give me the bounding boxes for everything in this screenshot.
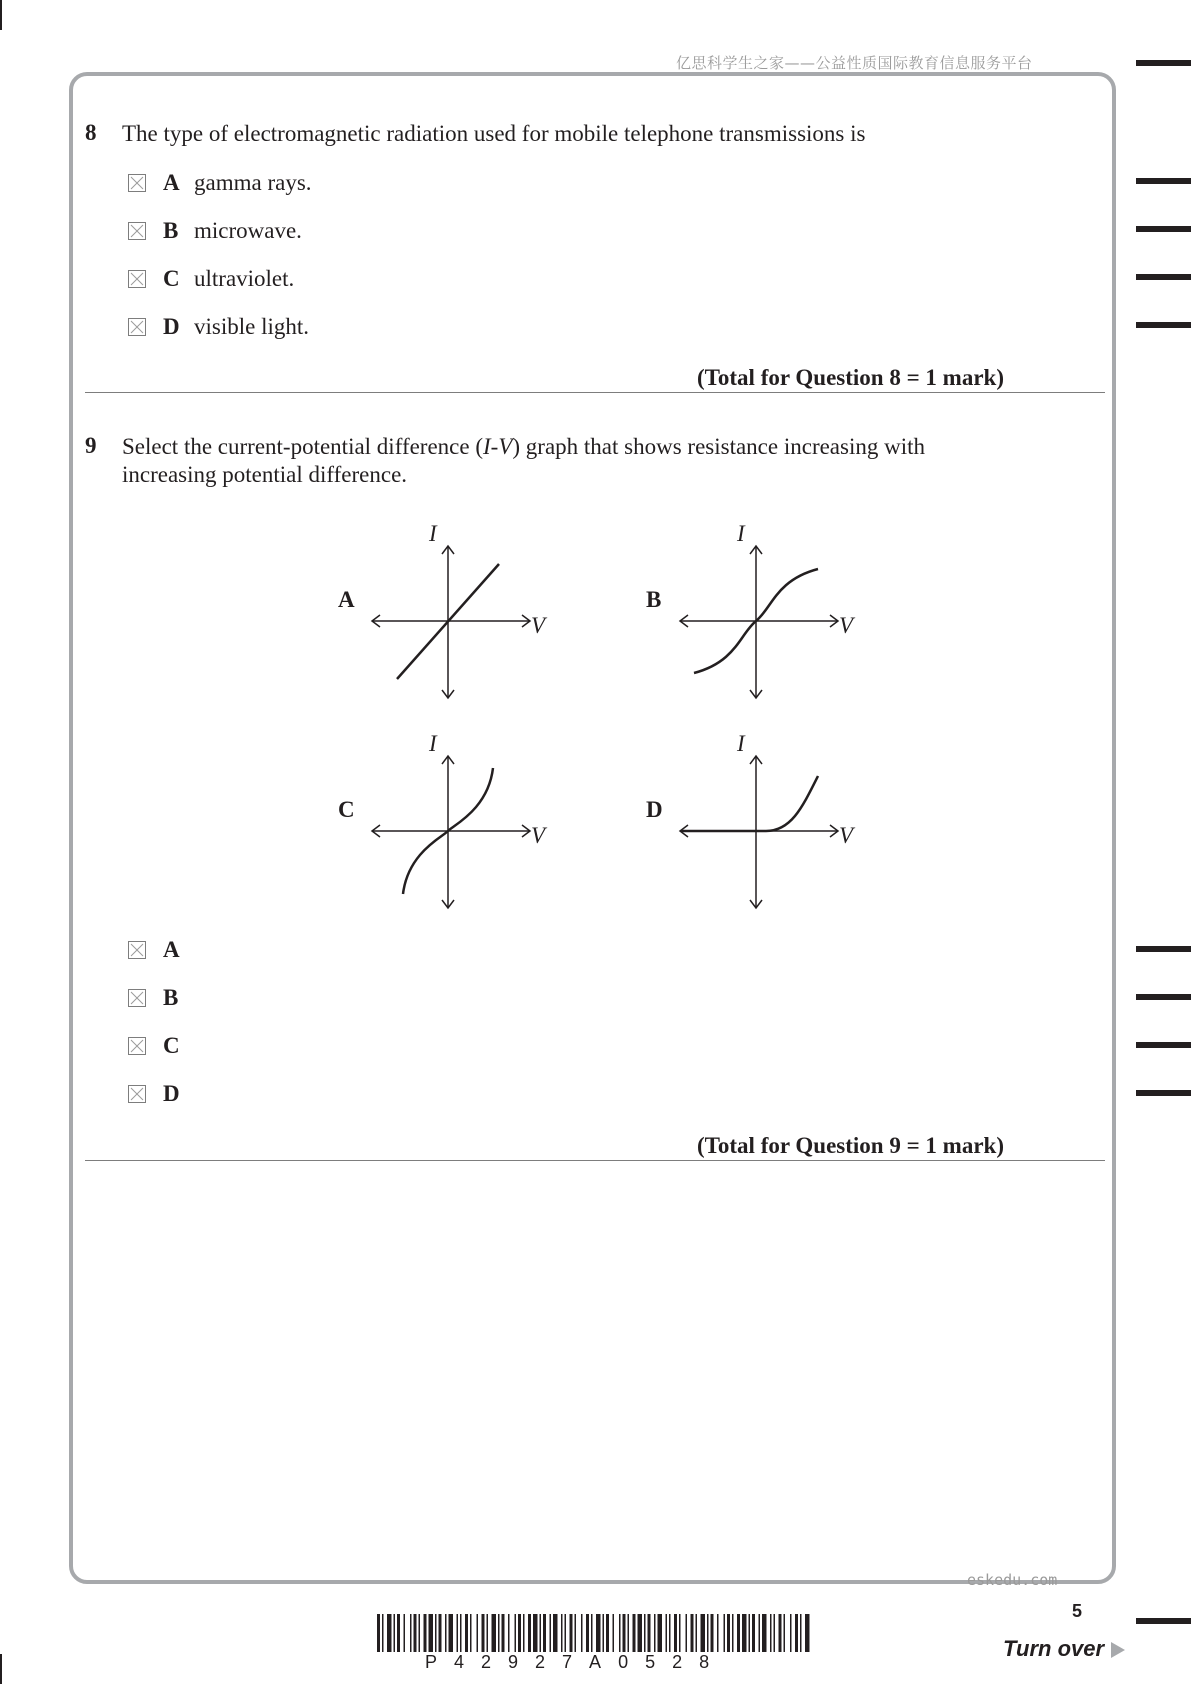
graph-d-label: D xyxy=(646,797,663,822)
barcode-bar xyxy=(606,1614,609,1652)
barcode-bar xyxy=(654,1614,656,1652)
option-letter: A xyxy=(163,937,180,962)
barcode-bar xyxy=(387,1614,392,1652)
barcode-bar xyxy=(561,1614,563,1652)
arrow-right-icon xyxy=(1110,1641,1126,1659)
barcode-bar xyxy=(515,1614,517,1652)
checkbox-icon[interactable] xyxy=(128,174,146,192)
option-letter: A xyxy=(163,170,180,195)
barcode-bar xyxy=(762,1614,767,1652)
barcode-bar xyxy=(742,1614,747,1652)
barcode-bar xyxy=(470,1614,472,1652)
q9-option-b[interactable] xyxy=(128,986,194,1010)
graph-d xyxy=(676,752,842,912)
barcode-bar xyxy=(749,1614,751,1652)
graph-b-y-label: I xyxy=(737,521,745,546)
q9-option-a[interactable] xyxy=(128,938,194,962)
barcode-bar xyxy=(638,1614,643,1652)
barcode-bar xyxy=(382,1614,384,1652)
edge-mark xyxy=(1136,60,1191,66)
graph-c-y-label: I xyxy=(429,731,437,756)
barcode-bar xyxy=(613,1614,615,1652)
barcode-bar xyxy=(779,1614,782,1652)
barcode-bar xyxy=(679,1614,681,1652)
q8-option-d[interactable] xyxy=(128,315,309,339)
question-9-text: Select the current-potential difference (I-V) graph that shows resistance increasing with increasing potential difference. xyxy=(122,434,925,487)
barcode-bar xyxy=(429,1614,434,1652)
barcode-bar xyxy=(404,1614,406,1652)
edge-mark xyxy=(1136,1618,1191,1624)
barcode-bar xyxy=(805,1614,810,1652)
edge-mark xyxy=(1136,994,1191,1000)
barcode-bar xyxy=(492,1614,497,1652)
turn-over-label: Turn over xyxy=(1003,1636,1105,1661)
barcode-bar xyxy=(800,1614,802,1652)
question-8-total: (Total for Question 8 = 1 mark) xyxy=(697,365,1004,390)
q8-option-b[interactable] xyxy=(128,219,302,243)
barcode-bar xyxy=(759,1614,761,1652)
option-text: microwave. xyxy=(194,218,302,243)
barcode-bar xyxy=(727,1614,730,1652)
checkbox-icon[interactable] xyxy=(128,318,146,336)
header-watermark: 亿思科学生之家——公益性质国际教育信息服务平台 xyxy=(676,54,1033,72)
q9-option-d[interactable] xyxy=(128,1082,194,1106)
barcode-bar xyxy=(711,1614,714,1652)
barcode-bar xyxy=(732,1614,734,1652)
barcode-bar xyxy=(658,1614,663,1652)
barcode-bar xyxy=(508,1614,510,1652)
barcode-bar xyxy=(414,1614,417,1652)
option-text: gamma rays. xyxy=(194,170,312,195)
barcode-bar xyxy=(591,1614,593,1652)
q8-option-a[interactable] xyxy=(128,171,312,195)
barcode-bar xyxy=(460,1614,462,1652)
graph-a-label: A xyxy=(338,587,355,612)
barcode-bar xyxy=(394,1614,396,1652)
divider xyxy=(85,392,1105,393)
crop-mark xyxy=(0,0,2,30)
edge-mark xyxy=(1136,178,1191,184)
q9-option-c[interactable] xyxy=(128,1034,194,1058)
barcode-bar xyxy=(686,1614,688,1652)
barcode-bar xyxy=(770,1614,772,1652)
barcode-bar xyxy=(553,1614,558,1652)
barcode-bar xyxy=(795,1614,798,1652)
barcode-bar xyxy=(575,1614,577,1652)
graph-c-x-label: V xyxy=(531,823,546,848)
option-letter: D xyxy=(163,1081,180,1106)
barcode-bar xyxy=(737,1614,740,1652)
barcode-bar xyxy=(457,1614,459,1652)
barcode-bar xyxy=(669,1614,671,1652)
barcode-bar xyxy=(533,1614,538,1652)
barcode-bar xyxy=(724,1614,726,1652)
checkbox-icon[interactable] xyxy=(128,1085,146,1103)
checkbox-icon[interactable] xyxy=(128,222,146,240)
graph-b-label: B xyxy=(646,587,662,612)
barcode-bar xyxy=(596,1614,601,1652)
barcode xyxy=(377,1614,811,1652)
barcode-bar xyxy=(674,1614,677,1652)
barcode-bar xyxy=(397,1614,400,1652)
checkbox-icon[interactable] xyxy=(128,941,146,959)
footer-watermark: eskedu.com xyxy=(967,1571,1058,1589)
option-letter: C xyxy=(163,1033,180,1058)
barcode-bar xyxy=(502,1614,505,1652)
barcode-bar xyxy=(570,1614,573,1652)
barcode-bar xyxy=(498,1614,500,1652)
barcode-bar xyxy=(445,1614,447,1652)
barcode-bar xyxy=(465,1614,468,1652)
graph-d-curve xyxy=(682,776,818,831)
option-letter: C xyxy=(163,266,180,291)
option-text: ultraviolet. xyxy=(194,266,295,291)
barcode-bar xyxy=(540,1614,542,1652)
edge-mark xyxy=(1136,1042,1191,1048)
graph-d-y-label: I xyxy=(737,731,745,756)
barcode-bar xyxy=(487,1614,489,1652)
barcode-bar xyxy=(581,1614,583,1652)
barcode-bar xyxy=(377,1614,380,1652)
divider xyxy=(85,1160,1105,1161)
edge-mark xyxy=(1136,946,1191,952)
barcode-bar xyxy=(603,1614,605,1652)
page-number: 5 xyxy=(1072,1601,1083,1621)
barcode-bar xyxy=(424,1614,427,1652)
page-frame xyxy=(69,72,1116,1584)
barcode-digits: P42927A0528 xyxy=(425,1652,727,1672)
barcode-bar xyxy=(648,1614,651,1652)
barcode-bar xyxy=(419,1614,421,1652)
question-8-text: The type of electromagnetic radiation used for mobile telephone transmissions is xyxy=(122,121,866,146)
barcode-bar xyxy=(586,1614,589,1652)
option-letter: B xyxy=(163,985,179,1010)
option-text: visible light. xyxy=(194,314,309,339)
barcode-bar xyxy=(628,1614,630,1652)
edge-mark xyxy=(1136,322,1191,328)
barcode-bar xyxy=(790,1614,792,1652)
question-9-total: (Total for Question 9 = 1 mark) xyxy=(697,1133,1004,1158)
barcode-bar xyxy=(633,1614,636,1652)
graph-a xyxy=(368,542,534,702)
barcode-bar xyxy=(482,1614,485,1652)
barcode-bar xyxy=(565,1614,567,1652)
barcode-bar xyxy=(435,1614,437,1652)
barcode-bar xyxy=(477,1614,479,1652)
graph-b xyxy=(676,542,842,702)
barcode-bar xyxy=(707,1614,709,1652)
graph-b-x-label: V xyxy=(839,613,854,638)
graph-c xyxy=(368,752,534,912)
barcode-bar xyxy=(752,1614,755,1652)
crop-mark xyxy=(0,1654,2,1684)
barcode-bar xyxy=(666,1614,668,1652)
barcode-bar xyxy=(619,1614,621,1652)
checkbox-icon[interactable] xyxy=(128,270,146,288)
checkbox-icon[interactable] xyxy=(128,989,146,1007)
barcode-bar xyxy=(518,1614,521,1652)
barcode-bar xyxy=(410,1614,412,1652)
barcode-bar xyxy=(550,1614,552,1652)
option-letter: B xyxy=(163,218,179,243)
question-9-number: 9 xyxy=(85,433,97,458)
barcode-bar xyxy=(701,1614,706,1652)
barcode-bar xyxy=(717,1614,719,1652)
barcode-bar xyxy=(696,1614,698,1652)
barcode-bar xyxy=(439,1614,442,1652)
graph-c-label: C xyxy=(338,797,355,822)
barcode-bar xyxy=(774,1614,776,1652)
barcode-bar xyxy=(528,1614,531,1652)
option-letter: D xyxy=(163,314,180,339)
barcode-bar xyxy=(691,1614,694,1652)
edge-mark xyxy=(1136,1090,1191,1096)
graph-a-x-label: V xyxy=(531,613,546,638)
edge-mark xyxy=(1136,226,1191,232)
graph-d-x-label: V xyxy=(839,823,854,848)
barcode-bar xyxy=(449,1614,454,1652)
q8-option-c[interactable] xyxy=(128,267,294,291)
question-8-number: 8 xyxy=(85,120,97,145)
checkbox-icon[interactable] xyxy=(128,1037,146,1055)
barcode-bar xyxy=(784,1614,786,1652)
barcode-bar xyxy=(523,1614,525,1652)
barcode-bar xyxy=(623,1614,626,1652)
barcode-bar xyxy=(543,1614,546,1652)
barcode-bar xyxy=(644,1614,646,1652)
graph-a-y-label: I xyxy=(429,521,437,546)
edge-mark xyxy=(1136,274,1191,280)
